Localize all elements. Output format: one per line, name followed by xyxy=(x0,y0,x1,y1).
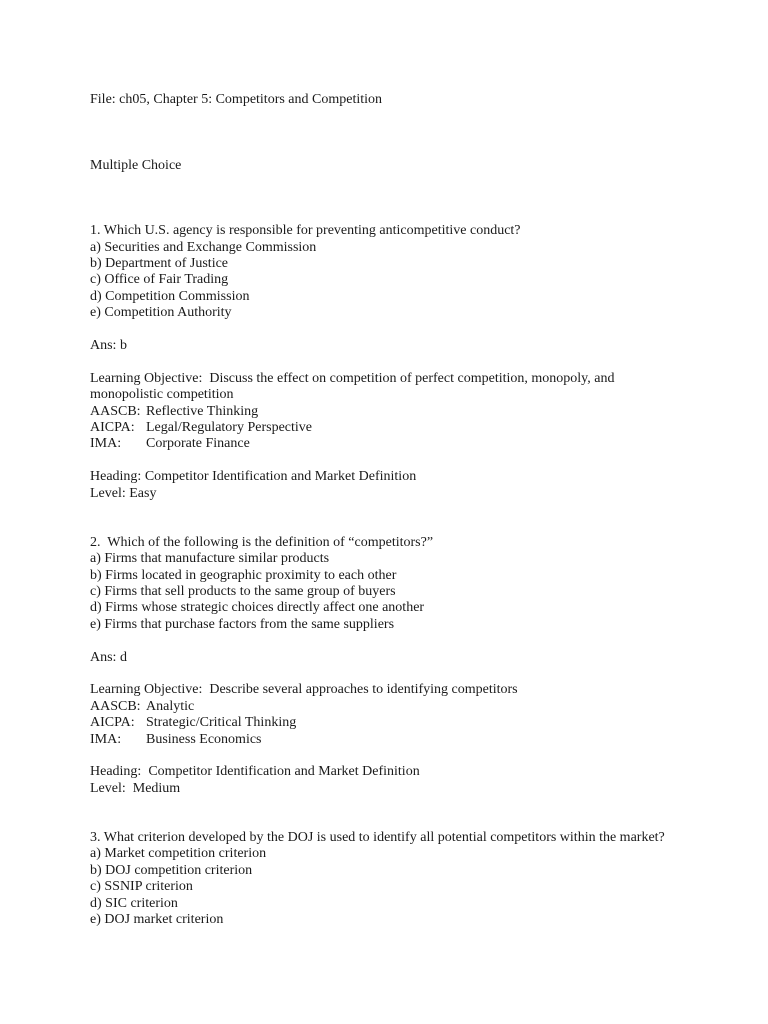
question-2-option-b: b) Firms located in geographic proximity to each other xyxy=(90,567,397,583)
question-1-level: Level: Easy xyxy=(90,485,157,501)
question-2-level: Level: Medium xyxy=(90,780,181,796)
question-2-option-e: e) Firms that purchase factors from the same suppliers xyxy=(90,616,395,632)
ima-label: IMA: xyxy=(90,436,122,452)
question-1-aicpa xyxy=(90,420,750,436)
question-2-ima xyxy=(90,732,750,748)
aascb-label: AASCB: xyxy=(90,698,141,714)
question-1-learning-objective: Learning Objective: Discuss the effect on competition of perfect competition, monopoly, and xyxy=(90,370,615,386)
question-1-option-a: a) Securities and Exchange Commission xyxy=(90,239,317,255)
question-2-option-a: a) Firms that manufacture similar products xyxy=(90,551,330,567)
question-1-learning-objective-cont: monopolistic competition xyxy=(90,387,234,403)
document-page xyxy=(90,92,750,928)
ima-value: Business Economics xyxy=(146,731,262,747)
question-2-option-d: d) Firms whose strategic choices directly affect one another xyxy=(90,600,425,616)
question-3-option-b: b) DOJ competition criterion xyxy=(90,862,253,878)
aicpa-value: Legal/Regulatory Perspective xyxy=(146,420,312,435)
question-1-option-d: d) Competition Commission xyxy=(90,288,250,304)
question-1-option-e: e) Competition Authority xyxy=(90,305,232,321)
aicpa-label: AICPA: xyxy=(90,715,135,731)
question-3-stem: 3. What criterion developed by the DOJ is used to identify all potential competitors within the market? xyxy=(90,830,665,846)
question-3-option-e: e) DOJ market criterion xyxy=(90,912,224,928)
question-1-stem: 1. Which U.S. agency is responsible for preventing anticompetitive conduct? xyxy=(90,223,521,239)
question-2-answer: Ans: d xyxy=(90,649,127,665)
aicpa-value: Strategic/Critical Thinking xyxy=(146,715,297,731)
question-2-option-c: c) Firms that sell products to the same group of buyers xyxy=(90,584,396,600)
aascb-value: Reflective Thinking xyxy=(146,403,259,419)
question-1-option-b: b) Department of Justice xyxy=(90,255,229,271)
section-title: Multiple Choice xyxy=(90,157,182,173)
question-1-heading: Heading: Competitor Identification and Market Definition xyxy=(90,469,417,485)
question-3-option-a: a) Market competition criterion xyxy=(90,846,267,862)
question-2-aascb xyxy=(90,699,750,715)
file-line: File: ch05, Chapter 5: Competitors and Competition xyxy=(90,92,383,107)
ima-value: Corporate Finance xyxy=(146,436,250,452)
question-3-option-c: c) SSNIP criterion xyxy=(90,879,193,895)
question-2-learning-objective: Learning Objective: Describe several approaches to identifying competitors xyxy=(90,682,518,698)
aascb-value: Analytic xyxy=(146,698,195,714)
question-2-stem: 2. Which of the following is the definition of “competitors?” xyxy=(90,534,434,550)
aicpa-label: AICPA: xyxy=(90,420,135,435)
question-1-ima xyxy=(90,436,750,452)
question-2-aicpa xyxy=(90,715,750,731)
question-1-option-c: c) Office of Fair Trading xyxy=(90,272,229,288)
question-3-option-d: d) SIC criterion xyxy=(90,895,178,911)
question-1-answer: Ans: b xyxy=(90,337,127,353)
ima-label: IMA: xyxy=(90,731,122,747)
question-2-heading: Heading: Competitor Identification and Market Definition xyxy=(90,764,420,780)
question-1-aascb xyxy=(90,404,750,420)
aascb-label: AASCB: xyxy=(90,403,141,419)
